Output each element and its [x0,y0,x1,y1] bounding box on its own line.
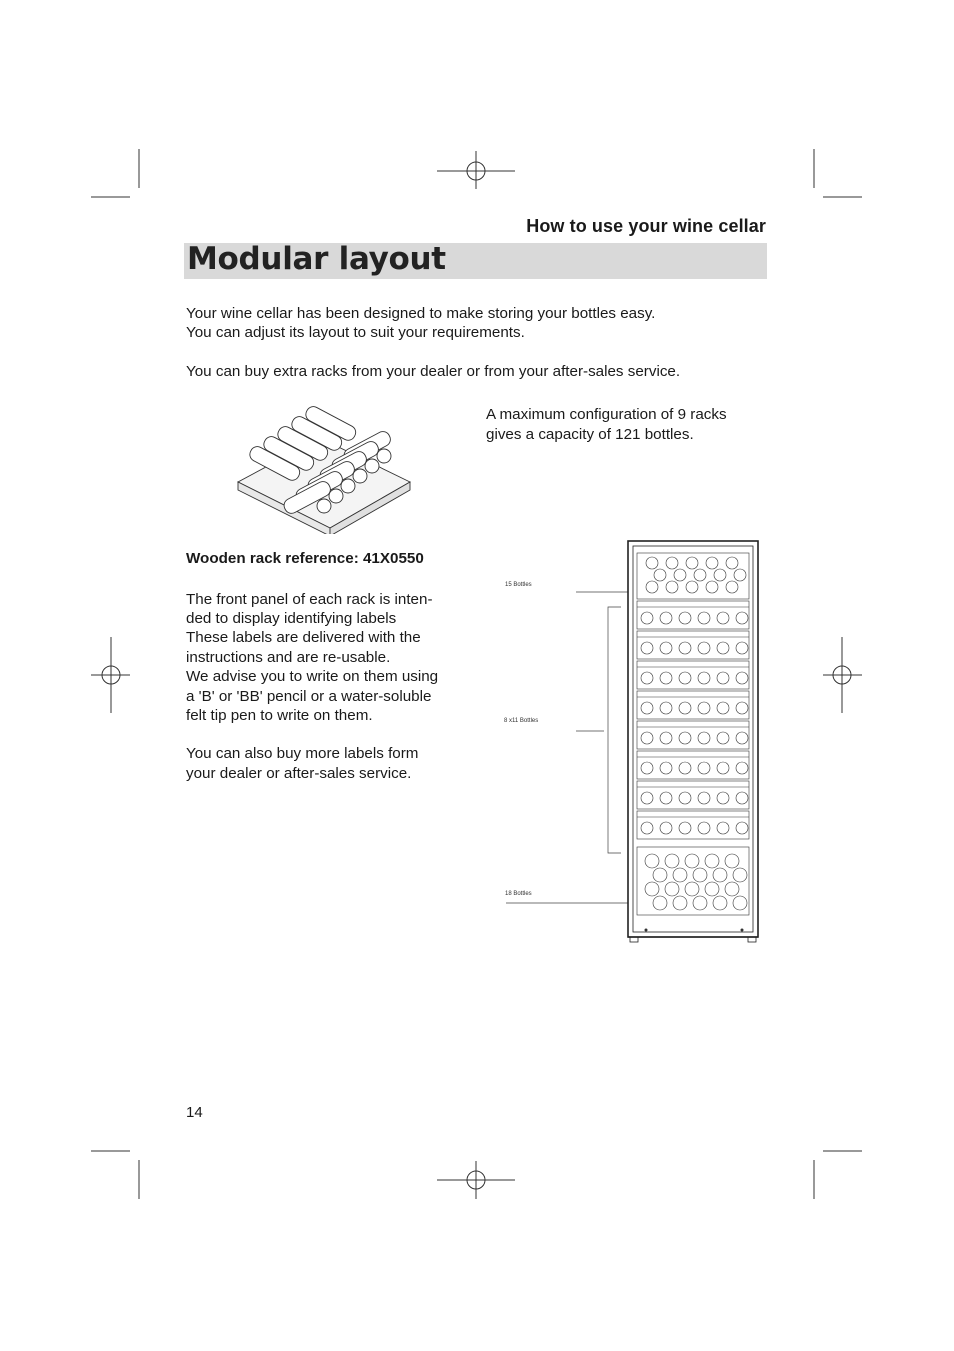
middle-rack-bottle [717,822,729,834]
top-rack-bottle [686,557,698,569]
middle-rack-bottle [736,792,748,804]
middle-rack-bottle [736,612,748,624]
label-bottom-rack: 18 Bottles [505,891,532,897]
bottom-rack-bottle [673,896,687,910]
middle-rack-bottle [698,822,710,834]
bottom-rack-bottle [653,896,667,910]
page-title: Modular layout [187,241,446,277]
middle-rack-frame [637,631,749,659]
top-rack-bottle [654,569,666,581]
top-rack-bottle [726,581,738,593]
bottom-rack-bottle [725,882,739,896]
middle-rack-bottle [698,672,710,684]
labels-line-4: instructions and are re-usable. [186,649,391,666]
bottom-rack-bottle [653,868,667,882]
middle-rack-bottle [698,702,710,714]
labels-more-1: You can also buy more labels form [186,745,419,762]
labels-more-2: your dealer or after-sales service. [186,765,412,782]
section-title: How to use your wine cellar [526,216,766,236]
middle-rack-frame [637,811,749,839]
middle-rack-bottle [679,612,691,624]
top-rack-bottle [706,581,718,593]
top-rack-bottle [694,569,706,581]
labels-line-5: We advise you to write on them using [186,668,439,685]
bottom-rack-bottle [645,882,659,896]
middle-rack-bottle [736,822,748,834]
middle-rack-bottle [641,732,653,744]
top-rack-bottle [674,569,686,581]
middle-rack-bottle [698,792,710,804]
middle-rack-bottle [717,672,729,684]
top-rack-bottle [666,557,678,569]
middle-rack-bottle [660,762,672,774]
bottom-rack-bottle [733,868,747,882]
middle-rack-bottle [717,762,729,774]
bottom-rack-bottle [713,896,727,910]
middle-rack-frame [637,691,749,719]
top-rack-bottle [666,581,678,593]
middle-rack-frame [637,601,749,629]
labels-line-2: ded to display identifying labels [186,610,397,627]
middle-rack-bottle [679,732,691,744]
middle-rack-bottle [641,792,653,804]
middle-rack-bottle [660,672,672,684]
bottom-rack-bottle [693,868,707,882]
middle-rack-bottle [679,672,691,684]
middle-rack-bottle [736,702,748,714]
bottom-rack-bottle [665,854,679,868]
middle-rack-bottle [679,822,691,834]
middle-rack-bottle [736,762,748,774]
top-rack-bottle [646,581,658,593]
middle-rack-bottle [660,792,672,804]
middle-rack-bottle [679,792,691,804]
bottom-rack-bottle [725,854,739,868]
middle-rack-bottle [660,642,672,654]
middle-rack-bottle [679,702,691,714]
labels-line-1: The front panel of each rack is inten- [186,591,433,608]
middle-rack-bottle [660,822,672,834]
labels-line-6: a 'B' or 'BB' pencil or a water-soluble [186,688,432,705]
middle-rack-bottle [660,612,672,624]
capacity-line-1: A maximum configuration of 9 racks [486,406,727,423]
top-rack-bottle [726,557,738,569]
top-rack-bottle [706,557,718,569]
middle-rack-bottle [679,642,691,654]
labels-line-7: felt tip pen to write on them. [186,707,373,724]
page-number: 14 [186,1104,203,1121]
bottom-rack-bottle [645,854,659,868]
bottom-rack-bottle [705,854,719,868]
middle-rack-bottle [641,822,653,834]
middle-rack-frame [637,781,749,809]
middle-rack-bottle [660,732,672,744]
bottom-rack-bottle [673,868,687,882]
middle-rack-bottle [736,642,748,654]
intro-line-3: You can buy extra racks from your dealer or from your after-sales service. [186,363,681,380]
middle-rack-bottle [679,762,691,774]
label-middle-racks: 8 x11 Bottles [504,718,539,724]
middle-rack-bottle [736,672,748,684]
bottom-rack-bottle [705,882,719,896]
title-banner [184,243,767,279]
middle-rack-bottle [641,762,653,774]
middle-rack-frame [637,751,749,779]
middle-rack-bottle [717,612,729,624]
top-rack-bottle [686,581,698,593]
middle-rack-bottle [641,672,653,684]
middle-rack-bottle [698,642,710,654]
wooden-rack-illustration [234,406,414,534]
intro-line-1: Your wine cellar has been designed to make storing your bottles easy. [186,305,656,322]
middle-rack-bottle [641,702,653,714]
middle-rack-bottle [698,762,710,774]
middle-rack-bottle [717,732,729,744]
top-rack-bottle [714,569,726,581]
capacity-line-2: gives a capacity of 121 bottles. [486,426,694,443]
bottom-rack-bottle [733,896,747,910]
top-rack-bottle [734,569,746,581]
bottom-rack-bottle [685,854,699,868]
label-top-rack: 15 Bottles [505,582,532,588]
middle-rack-bottle [660,702,672,714]
middle-rack-bottle [641,612,653,624]
middle-rack-bottle [717,792,729,804]
intro-line-2: You can adjust its layout to suit your requirements. [186,324,525,341]
middle-rack-bottle [717,642,729,654]
middle-rack-frame [637,661,749,689]
middle-rack-bottle [698,732,710,744]
middle-rack-frame [637,721,749,749]
middle-rack-bottle [641,642,653,654]
top-rack-bottle [646,557,658,569]
bottom-rack-bottle [665,882,679,896]
middle-rack-bottle [717,702,729,714]
bottom-rack-bottle [693,896,707,910]
bottom-rack-bottle [685,882,699,896]
middle-rack-bottle [736,732,748,744]
middle-rack-bottle [698,612,710,624]
wine-cellar-diagram [500,535,770,950]
rack-reference: Wooden rack reference: 41X0550 [186,550,424,567]
labels-line-3: These labels are delivered with the [186,629,421,646]
bottom-rack-bottle [713,868,727,882]
